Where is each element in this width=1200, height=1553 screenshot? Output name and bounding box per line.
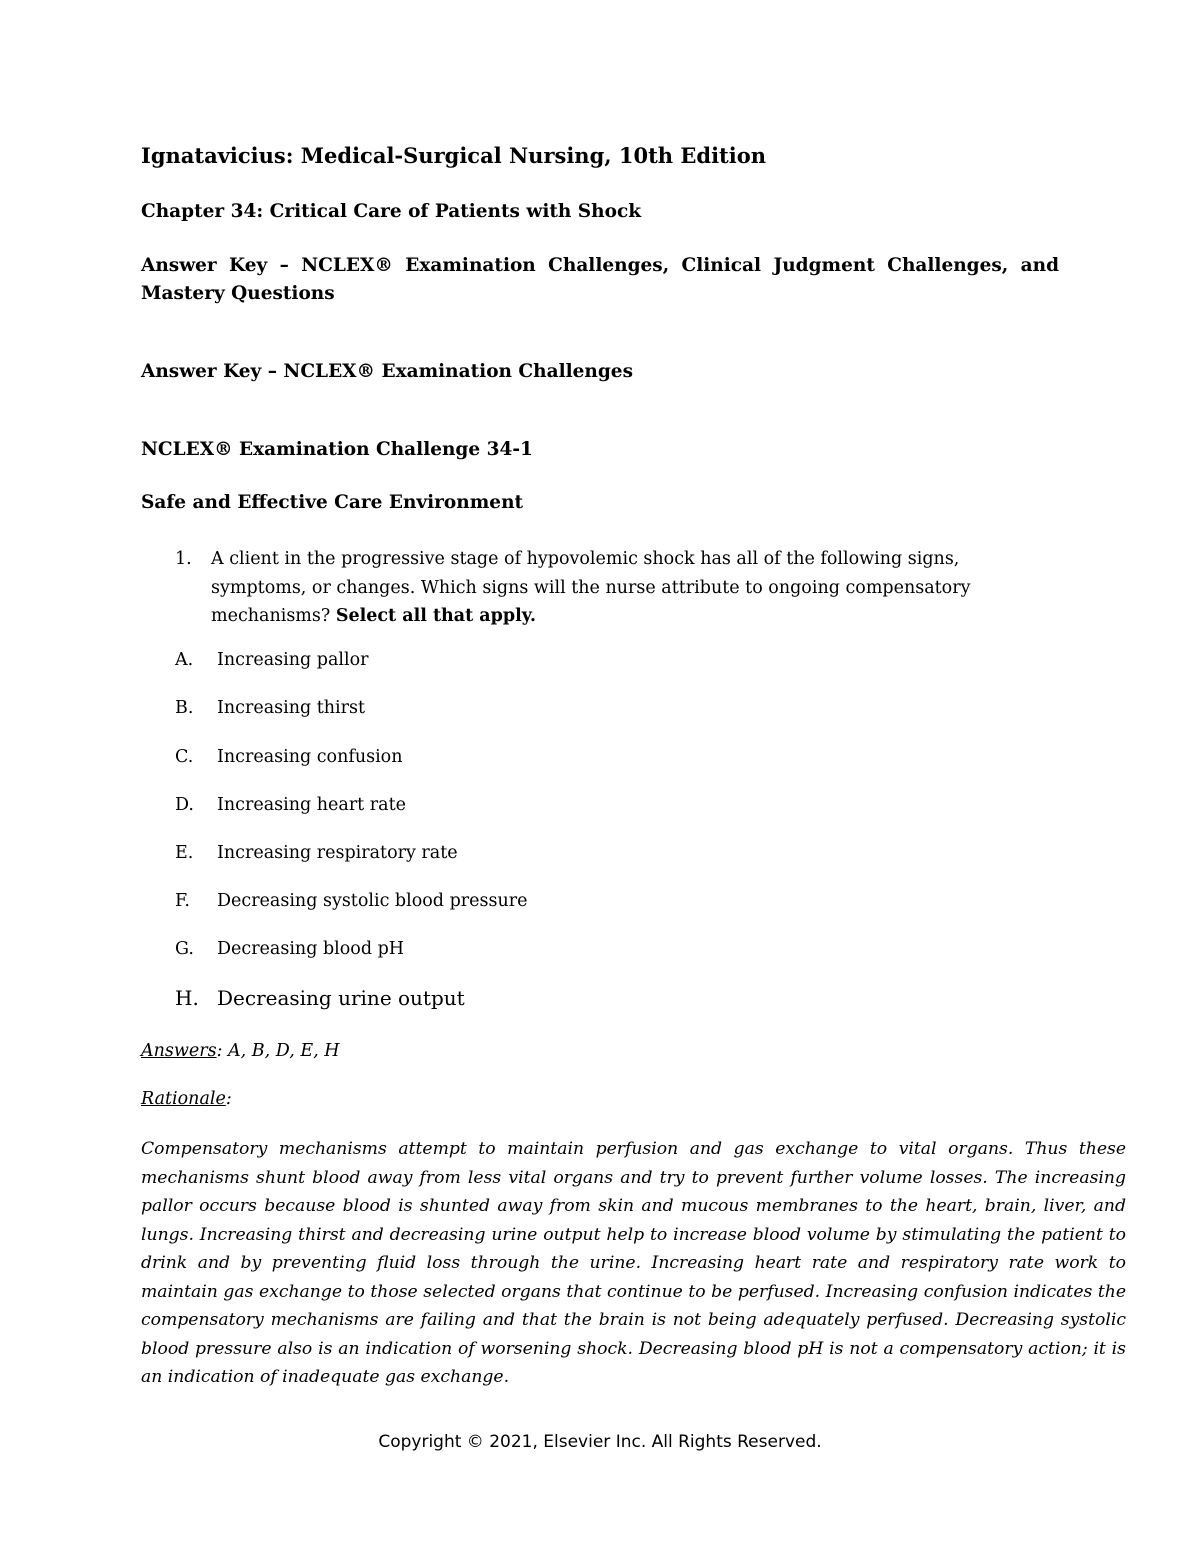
option-text: Increasing thirst bbox=[217, 698, 366, 718]
option-text: Decreasing urine output bbox=[217, 986, 465, 1010]
document-title: Ignatavicius: Medical-Surgical Nursing, 10th Edition bbox=[141, 143, 767, 168]
rationale-heading bbox=[141, 1089, 1059, 1109]
option-text: Decreasing blood pH bbox=[217, 939, 405, 959]
rationale-text: Compensatory mechanisms attempt to maintain perfusion and gas exchange to vital organs. Thus these mechanisms shunt blood away from less vital organs and try to prevent further volume losses. The increasing pallor occurs because blood is shunted away from skin and mucous membranes to the heart, brain, liver, and lungs. Increasing thirst and decreasing urine output help to increase blood volume by stimulating the patient to drink and by preventing fluid loss through the urine. Increasing heart rate and respiratory rate work to maintain gas exchange to those selected organs that continue to be perfused. Increasing confusion indicates the compensatory mechanisms are failing and that the brain is not being adequately perfused. Decreasing systolic blood pressure also is an indication of worsening shock. Decreasing blood pH is not a compensatory action; it is an indication of inadequate gas exchange. bbox=[141, 1139, 1126, 1387]
challenge-heading: NCLEX® Examination Challenge 34-1 bbox=[141, 439, 533, 460]
option-text: Increasing heart rate bbox=[217, 795, 406, 815]
rationale-label: Rationale bbox=[141, 1089, 226, 1109]
question-instruction: Select all that apply. bbox=[335, 606, 536, 626]
option-letter: A. bbox=[175, 650, 194, 670]
question-number: 1. bbox=[175, 549, 192, 569]
option-letter: F. bbox=[175, 891, 190, 911]
question bbox=[175, 545, 1060, 631]
option-text: Increasing respiratory rate bbox=[217, 843, 458, 863]
question-stem: A client in the progressive stage of hypovolemic shock has all of the following signs, symptoms, or changes. Which signs will the nurse attribute to ongoing compensatory mechanisms? bbox=[211, 549, 971, 626]
option-letter: E. bbox=[175, 843, 194, 863]
section-heading: Answer Key – NCLEX® Examination Challenges bbox=[141, 361, 633, 382]
answers-value: : A, B, D, E, H bbox=[216, 1041, 340, 1061]
rationale-suffix: : bbox=[225, 1089, 232, 1109]
option-letter: C. bbox=[175, 747, 194, 767]
category-heading: Safe and Effective Care Environment bbox=[141, 492, 524, 513]
option-letter: D. bbox=[175, 795, 194, 815]
answers-line bbox=[141, 1041, 1059, 1061]
answer-key-heading: Answer Key – NCLEX® Examination Challenges, Clinical Judgment Challenges, and Mastery Questions bbox=[141, 255, 1059, 304]
option-letter: G. bbox=[175, 939, 194, 959]
option-text: Increasing confusion bbox=[217, 747, 403, 767]
chapter-title: Chapter 34: Critical Care of Patients with Shock bbox=[141, 201, 642, 222]
option-text: Decreasing systolic blood pressure bbox=[217, 891, 528, 911]
option-letter: H. bbox=[175, 986, 199, 1010]
option-text: Increasing pallor bbox=[217, 650, 369, 670]
answers-label: Answers bbox=[141, 1041, 217, 1061]
copyright-footer: Copyright © 2021, Elsevier Inc. All Rights Reserved. bbox=[378, 1432, 822, 1452]
option-letter: B. bbox=[175, 698, 194, 718]
question-stem-wrapper bbox=[211, 545, 1060, 631]
